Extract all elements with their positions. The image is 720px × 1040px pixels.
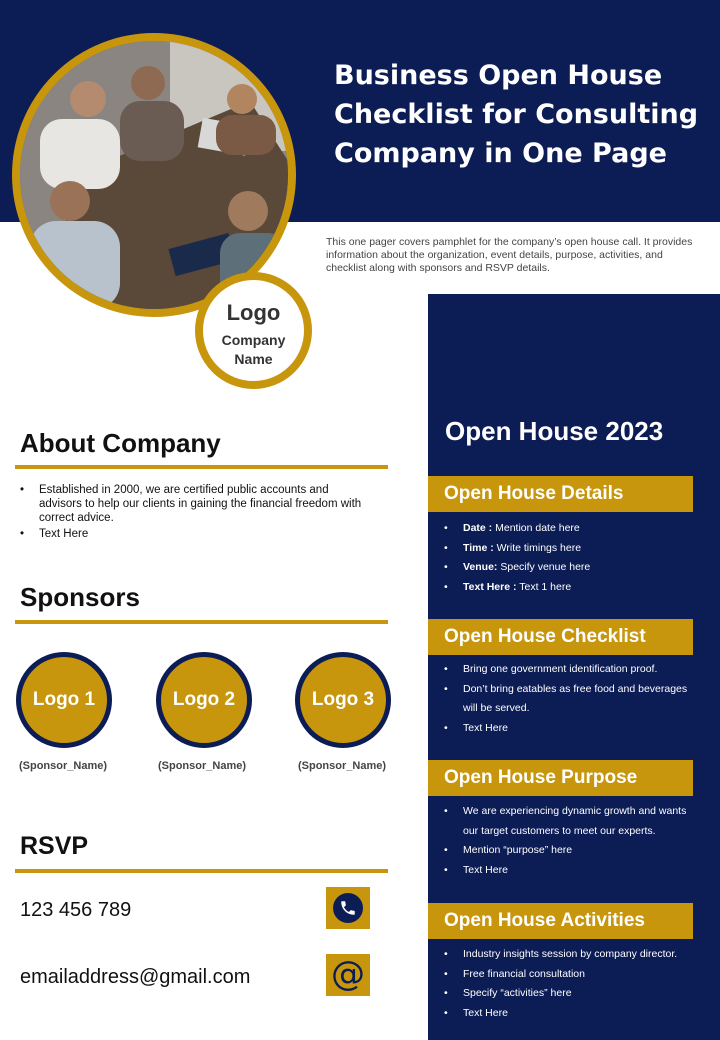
- checklist-item: • Bring one government identification proof.: [444, 660, 704, 680]
- logo-text: Logo: [226, 300, 281, 325]
- sponsor-logo-2: Logo 2: [156, 652, 252, 748]
- details-item: • Text Here : Text 1 here: [444, 578, 704, 598]
- checklist-item: • Don’t bring eatables as free food and beverages will be served.: [444, 680, 704, 719]
- details-item: • Venue: Specify venue here: [444, 558, 704, 578]
- company-logo: [195, 272, 312, 389]
- activities-item: • Specify “activities” here: [444, 984, 704, 1004]
- purpose-list: [444, 802, 704, 880]
- about-list: [20, 483, 370, 543]
- checklist-title: Open House Checklist: [428, 619, 693, 655]
- phone-handset-icon: [339, 899, 357, 917]
- about-heading: About Company: [20, 428, 221, 458]
- phone-number: 123 456 789: [20, 899, 132, 921]
- purpose-item: • Text Here: [444, 861, 704, 881]
- details-title: Open House Details: [428, 476, 693, 512]
- intro-text: This one pager covers pamphlet for the company’s open house call. It provides information about the organization, event details, purpose, activities, and checklist along with sponsors and RSVP details.: [326, 236, 693, 274]
- purpose-title: Open House Purpose: [428, 760, 693, 796]
- phone-icon-disc: [333, 893, 363, 923]
- checklist-list: [444, 660, 704, 738]
- email-address: emailaddress@gmail.com: [20, 966, 251, 988]
- about-item: • Text Here: [20, 527, 370, 541]
- sponsor-logo-1: Logo 1: [16, 652, 112, 748]
- activities-list: [444, 945, 704, 1023]
- at-sign-icon: @: [326, 954, 370, 996]
- sponsors-heading: Sponsors: [20, 582, 140, 612]
- rsvp-divider: [15, 869, 388, 873]
- checklist-item: • Text Here: [444, 719, 704, 739]
- sponsor-name: (Sponsor_Name): [297, 760, 387, 772]
- sponsors-divider: [15, 620, 388, 624]
- details-list: [444, 519, 704, 597]
- page-title: Business Open House Checklist for Consulting Company in One Page: [334, 60, 699, 169]
- phone-icon: [326, 887, 370, 929]
- rsvp-heading: RSVP: [20, 832, 89, 860]
- open-house-heading: Open House 2023: [445, 416, 664, 446]
- company-name: Company Name: [221, 332, 286, 367]
- activities-item: • Industry insights session by company director.: [444, 945, 704, 965]
- details-item: • Date : Mention date here: [444, 519, 704, 539]
- purpose-item: • We are experiencing dynamic growth and wants our target customers to meet our experts.: [444, 802, 704, 841]
- details-item: • Time : Write timings here: [444, 539, 704, 559]
- about-divider: [15, 465, 388, 469]
- activities-title: Open House Activities: [428, 903, 693, 939]
- about-item: • Established in 2000, we are certified public accounts and advisors to help our clients in gaining the financial freedom with correct advice.: [20, 483, 370, 525]
- activities-item: • Free financial consultation: [444, 965, 704, 985]
- activities-item: • Text Here: [444, 1004, 704, 1024]
- sponsor-name: (Sponsor_Name): [18, 760, 108, 772]
- purpose-item: • Mention “purpose” here: [444, 841, 704, 861]
- sponsor-name: (Sponsor_Name): [157, 760, 247, 772]
- sponsor-logo-3: Logo 3: [295, 652, 391, 748]
